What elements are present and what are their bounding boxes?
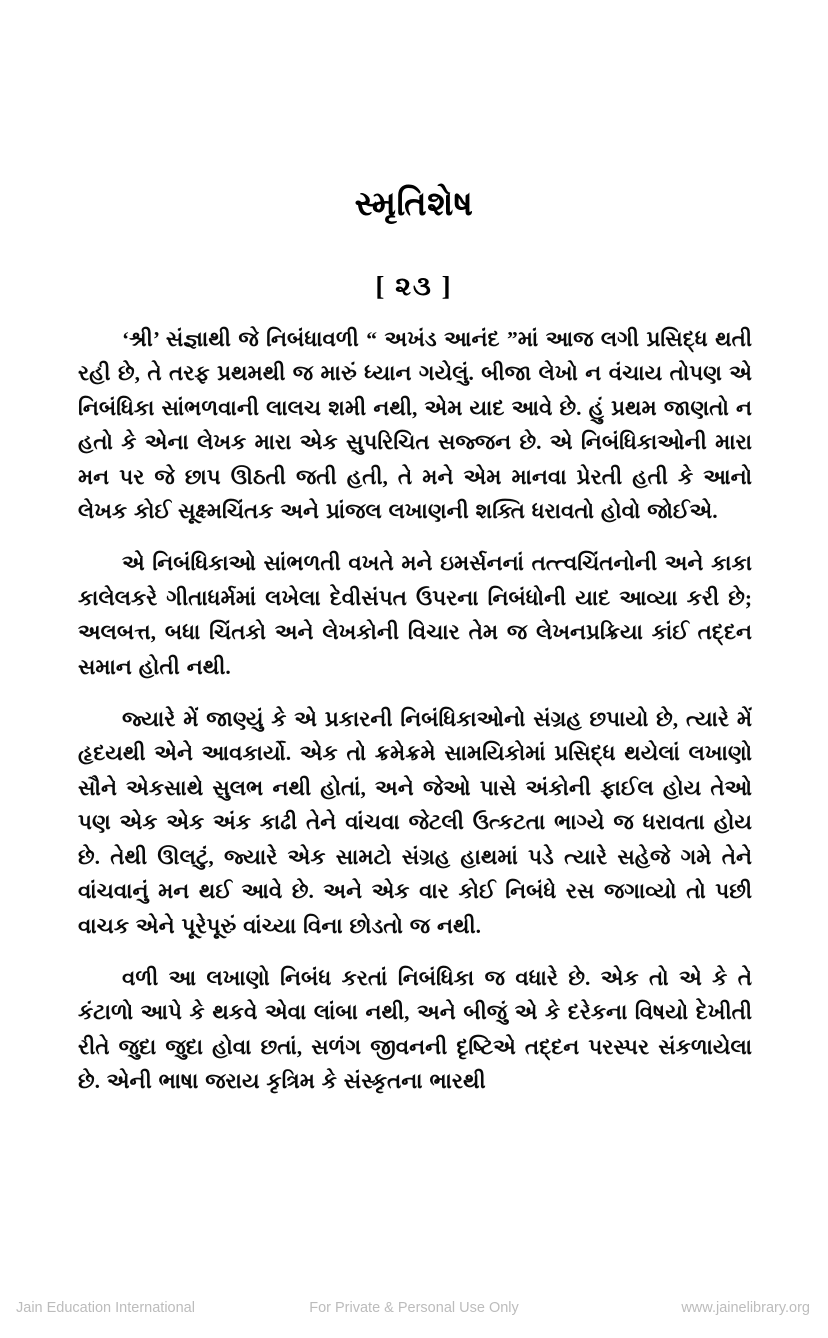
paragraph-2-text: એ નિબંધિકાઓ સાંભળતી વખતે મને ઇમર્સનનાં તત્ત્વચિંતનોની અને કાકા કાલેલકરે ગીતાધર્મમાં લખેલા દેવીસંપત ઉપરના નિબંધોની યાદ આવ્યા કરી છે; અલબત્ત, બધા ચિંતકો અને લેખકોની વિચાર તેમ જ લેખનપ્રક્રિયા કાંઈ તદ્દન સમાન હોતી નથી. [78,551,752,679]
paragraph-1-text: ‘શ્રી’ સંજ્ઞાથી જે નિબંધાવળી “ અખંડ આનંદ ”માં આજ લગી પ્રસિદ્ધ થતી રહી છે, તે તરફ પ્રથમથી જ મારું ધ્યાન ગયેલું. બીજા લેખો ન વંચાય તોપણ એ નિબંધિકા સાંભળવાની લાલચ શમી નથી, એમ યાદ આવે છે. હું પ્રથમ જાણતો ન હતો કે એના લેખક મારા એક સુપરિચિત સજ્જન છે. એ નિબંધિકાઓની મારા મન પર જે છાપ ઊઠતી જતી હતી, તે મને એમ માનવા પ્રેરતી હતી કે આનો લેખક કોઈ સૂક્ષ્મચિંતક અને પ્રાંજલ લખાણની શક્તિ ધરાવતો હોવો જોઈએ. [78,327,752,524]
page-title: સ્મૃતિશેષ [354,186,474,223]
footer-website-url[interactable]: www.jainelibrary.org [681,1300,810,1316]
paragraph-3 [78,702,752,943]
chapter-number: [ ૨૩ ] [375,271,453,302]
footer-organization: Jain Education International [16,1300,195,1316]
paragraph-2 [78,546,752,684]
paragraph-4-text: વળી આ લખાણો નિબંધ કરતાં નિબંધિકા જ વધારે છે. એક તો એ કે તે કંટાળો આપે કે થકવે એવા લાંબા નથી, અને બીજું એ કે દરેકના વિષયો દેખીતી રીતે જુદા જુદા હોવા છતાં, સળંગ જીવનની દૃષ્ટિએ તદ્દન પરસ્પર સંકળાયેલા છે. એની ભાષા જરાય કૃત્રિમ કે સંસ્કૃતના ભારથી [78,965,752,1094]
paragraph-1 [78,322,752,528]
footer-usage-notice: For Private & Personal Use Only [309,1300,519,1316]
paragraph-4 [78,961,752,1099]
page-footer [0,1293,828,1323]
page-heading-block [0,186,828,303]
paragraph-3-text: જ્યારે મેં જાણ્યું કે એ પ્રકારની નિબંધિકાઓનો સંગ્રહ છપાયો છે, ત્યારે મેં હૃદયથી એને આવકાર્યો. એક તો ક્રમેક્રમે સામયિકોમાં પ્રસિદ્ધ થયેલાં લખાણો સૌને એકસાથે સુલભ નથી હોતાં, અને જેઓ પાસે અંકોની ફાઈલ હોય તેઓ પણ એક એક અંક કાઢી તેને વાંચવા જેટલી ઉત્કટતા ભાગ્યે જ ધરાવતા હોય છે. તેથી ઊલટું, જ્યારે એક સામટો સંગ્રહ હાથમાં પડે ત્યારે સહેજે ગમે તેને વાંચવાનું મન થઈ આવે છે. અને એક વાર કોઈ નિબંધે રસ જગાવ્યો તો પછી વાચક એને પૂરેપૂરું વાંચ્યા વિના છોડતો જ નથી. [78,707,752,938]
body-text-column [78,322,752,1099]
